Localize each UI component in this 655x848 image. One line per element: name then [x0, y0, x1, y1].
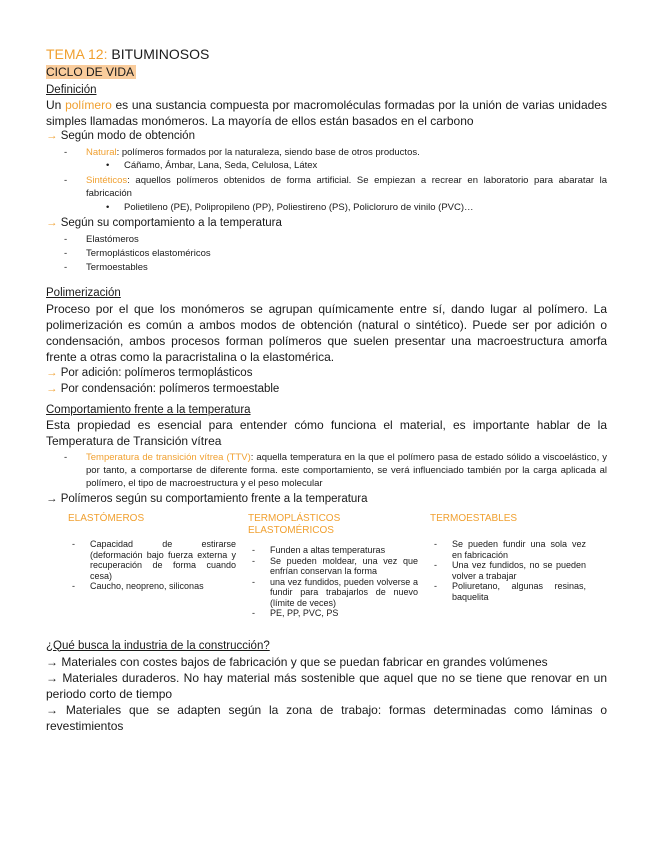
list-item: - Poliuretano, algunas resinas, baquelita [430, 581, 586, 602]
comportamiento-line [46, 216, 607, 231]
heading-polimerizacion: Polimerización [46, 287, 121, 299]
natural-label: Natural [86, 147, 117, 158]
arrow-icon: → [46, 493, 58, 505]
def-post: es una sustancia compuesta por macromoléculas formadas por la unión de varias unidades simples llamadas monómeros. La mayoría de ellos están basados en el carbono [46, 98, 607, 128]
obtencion-line [46, 129, 607, 144]
ttv-text: : aquella temperatura en la que el polímero pasa de estado sólido a viscoelástico, y por tanto, a comportarse de diferente forma. este comportamiento, se verá influenciado también por la carga aplicada al polímero, el tipo de macroestructura y el peso molecular [86, 452, 607, 489]
polymer-types-columns [46, 513, 607, 619]
term-polimero: polímero [65, 98, 112, 112]
polimerizacion-paragraph: Proceso por el que los monómeros se agrupan químicamente entre sí, dando lugar al polímero. La polimerización es común a ambos modos de obtención (natural o sintético). Puede ser por adición o condensación, ambos procesos forman polímeros que suelen presentar una macroestructura amorfa frente a otras como la paracristalina o la elastomérica. [46, 302, 607, 364]
arrow-icon: → [46, 217, 58, 229]
list-item: - Termoplásticos elastoméricos [46, 247, 607, 260]
page-title [46, 46, 607, 62]
list-item: • Cáñamo, Ámbar, Lana, Seda, Celulosa, Látex [46, 159, 607, 172]
list-item-ttv [46, 451, 607, 490]
arrow-icon: → [46, 367, 58, 379]
column-list [68, 539, 236, 592]
condensacion-line [46, 381, 607, 397]
list-item: - Se pueden moldear, una vez que enfrían conservan la forma [248, 556, 418, 577]
list-item-sinteticos [46, 174, 607, 200]
sinteticos-label: Sintéticos [86, 175, 128, 186]
industria-item: → Materiales con costes bajos de fabricación y que se puedan fabricar en grandes volúmenes [46, 654, 548, 669]
list-item: - una vez fundidos, pueden volverse a fundir para trabajarlos de nuevo (límite de veces) [248, 577, 418, 609]
list-item: - PE, PP, PVC, PS [248, 608, 418, 619]
heading-industria: ¿Qué busca la industria de la construcción? [46, 639, 270, 652]
ttv-list [46, 451, 607, 490]
arrow-icon: → [46, 383, 58, 395]
column-termoestables [428, 513, 598, 619]
list-item: • Polietileno (PE), Polipropileno (PP), Poliestireno (PS), Policloruro de vinilo (PVC)… [46, 201, 607, 214]
list-item: - Elastómeros [46, 233, 607, 246]
obtencion-list [46, 146, 607, 159]
list-item: - Se pueden fundir una sola vez en fabricación [430, 539, 586, 560]
list-item: - Caucho, neopreno, siliconas [68, 581, 236, 592]
def-pre: Un [46, 98, 66, 112]
title-name: BITUMINOSOS [111, 46, 210, 62]
industria-item: → Materiales que se adapten según la zona de trabajo: formas determinadas como láminas o revestimientos [46, 702, 607, 733]
list-item: - Termoestables [46, 261, 607, 274]
adicion-line [46, 365, 607, 381]
segun-label: Polímeros según su comportamiento frente a la temperatura [60, 493, 368, 505]
section-ciclo-de-vida: CICLO DE VIDA [46, 65, 135, 79]
comportamiento-paragraph: Esta propiedad es esencial para entender cómo funciona el material, es importante hablar de la Temperatura de Transición vítrea [46, 418, 607, 448]
natural-examples-list [46, 159, 607, 172]
sinteticos-examples-list [46, 201, 607, 214]
definicion-paragraph [46, 98, 607, 129]
adicion-label: Por adición: polímeros termoplásticos [60, 367, 253, 379]
title-number: TEMA 12: [46, 46, 108, 62]
list-item: - Capacidad de estirarse (deformación bajo fuerza externa y recuperación de forma cuando cesa) [68, 539, 236, 581]
industria-item: → Materiales duraderos. No hay material más sostenible que aquel que no se tiene que renovar en un periodo corto de tiempo [46, 670, 607, 701]
column-termoplasticos [246, 513, 428, 619]
sinteticos-text: : aquellos polímeros obtenidos de forma artificial. Se empiezan a recrear en laboratorio para abaratar la fabricación [86, 175, 607, 199]
arrow-icon: → [46, 130, 58, 142]
condensacion-label: Por condensación: polímeros termoestable [60, 383, 280, 395]
segun-line [46, 492, 607, 507]
ttv-label: Temperatura de transición vítrea (TTV) [86, 452, 251, 463]
sinteticos-list [46, 174, 607, 200]
obtencion-label: Según modo de obtención [60, 130, 195, 142]
comportamiento-types-list [46, 233, 607, 274]
column-list [430, 539, 586, 602]
heading-definicion: Definición [46, 84, 97, 96]
column-header: ELASTÓMEROS [68, 513, 145, 524]
column-list [248, 545, 418, 619]
comportamiento-label: Según su comportamiento a la temperatura [60, 217, 282, 229]
column-header: TERMOESTABLES [430, 513, 518, 524]
document-page [46, 46, 607, 734]
natural-text: : polímeros formados por la naturaleza, siendo base de otros productos. [116, 147, 420, 158]
heading-comportamiento: Comportamiento frente a la temperatura [46, 404, 251, 416]
column-elastomeros [46, 513, 246, 619]
list-item: - Una vez fundidos, no se pueden volver a trabajar [430, 560, 586, 581]
list-item-natural [46, 146, 607, 159]
column-header: TERMOPLÁSTICOS ELASTOMÉRICOS [248, 513, 341, 536]
list-item: - Funden a altas temperaturas [248, 545, 418, 556]
